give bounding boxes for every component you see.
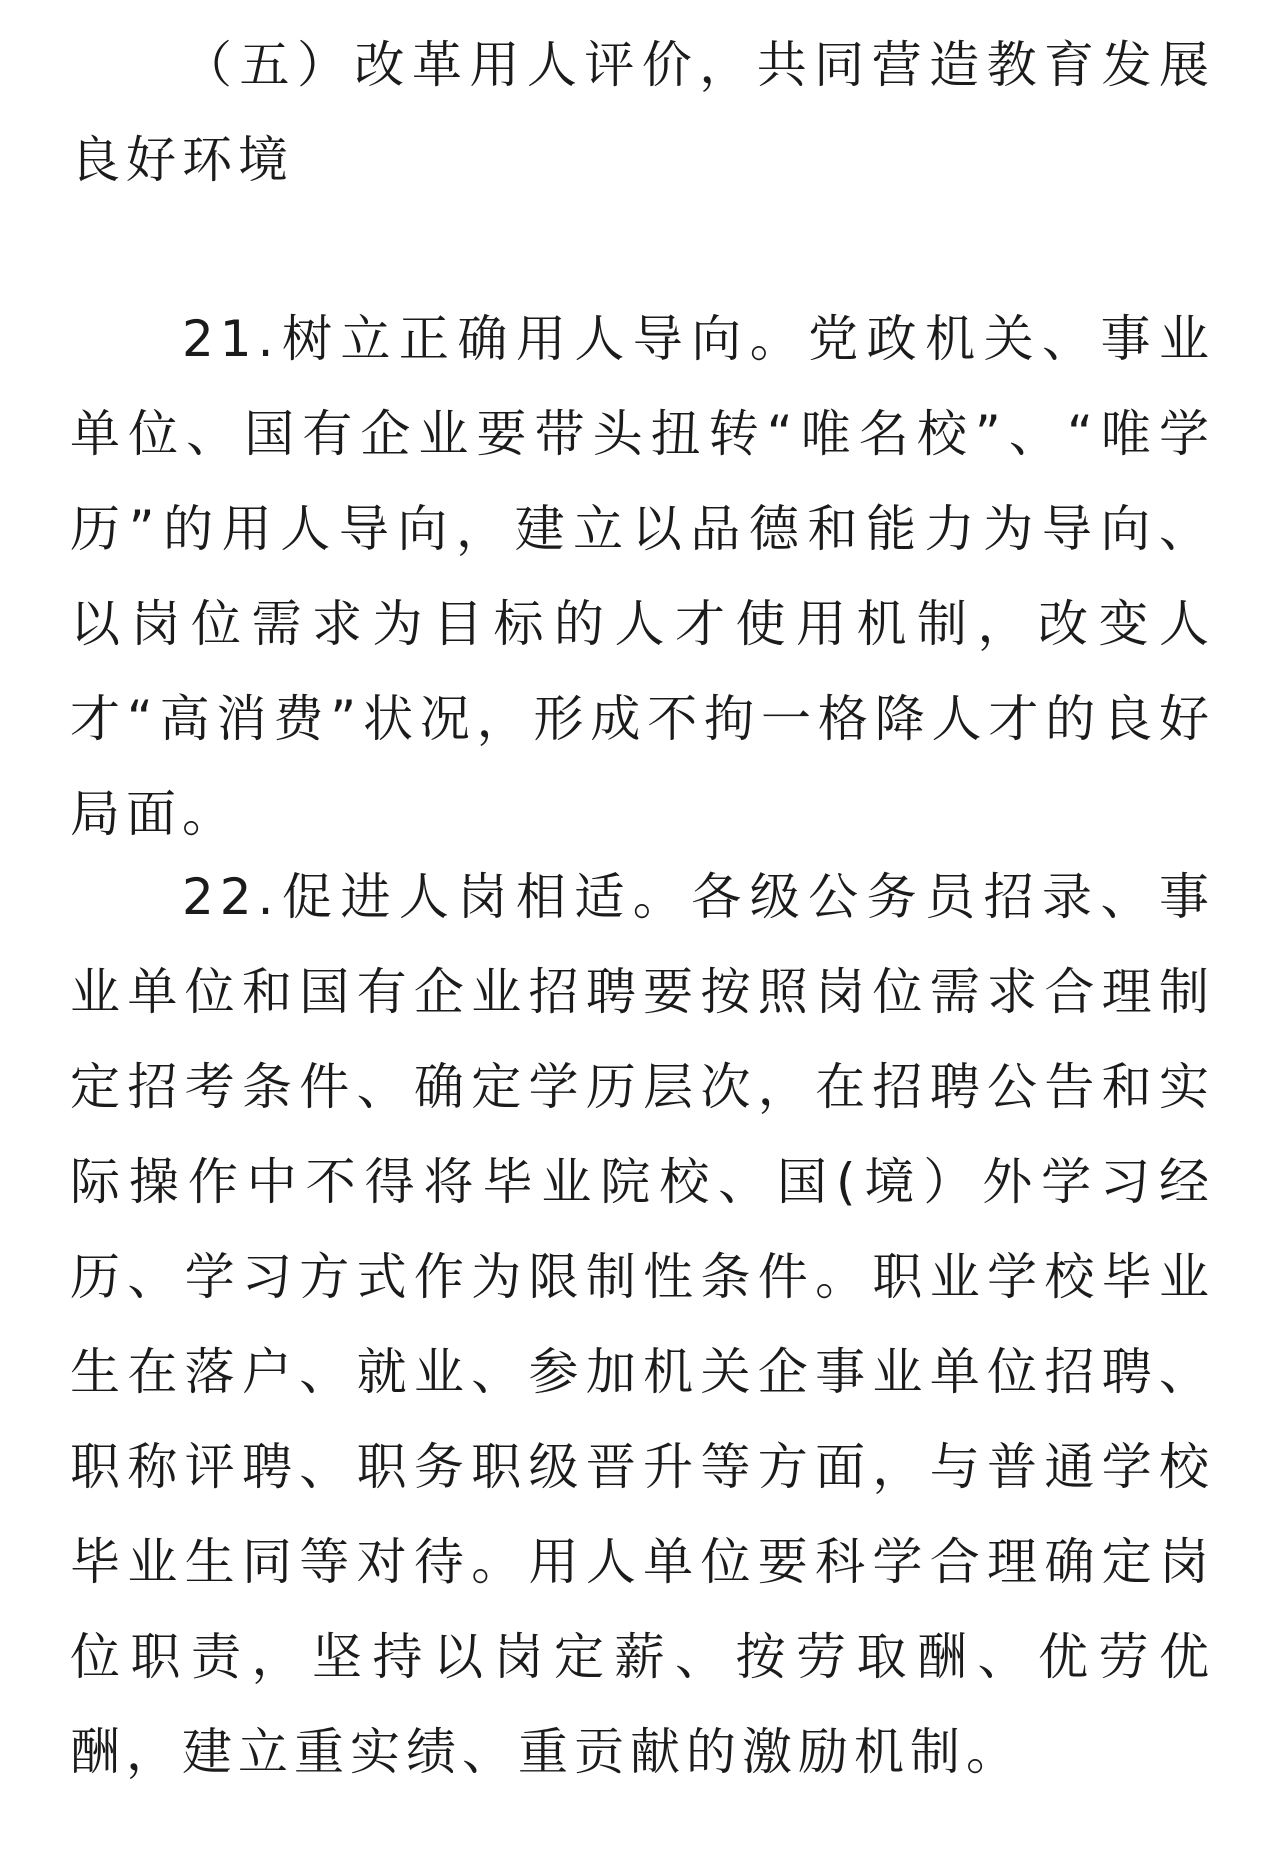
paragraph-item-22: 22.促进人岗相适。各级公务员招录、事业单位和国有企业招聘要按照岗位需求合理制定招考条件、确定学历层次，在招聘公告和实际操作中不得将毕业院校、国(境）外学习经历、学习方式作为限制性条件。职业学校毕业生在落户、就业、参加机关企事业单位招聘、职称评聘、职务职级晋升等方面，与普通学校毕业生同等对待。用人单位要科学合理确定岗位职责，坚持以岗定薪、按劳取酬、优劳优酬，建立重实绩、重贡献的激励机制。 bbox=[70, 868, 1215, 1781]
section-heading: （五）改革用人评价，共同营造教育发展良好环境 bbox=[70, 36, 1215, 189]
paragraph-item-21: 21.树立正确用人导向。党政机关、事业单位、国有企业要带头扭转“唯名校”、“唯学历”的用人导向，建立以品德和能力为导向、以岗位需求为目标的人才使用机制，改变人才“高消费”状况，形成不拘一格降人才的良好局面。 bbox=[70, 310, 1215, 843]
